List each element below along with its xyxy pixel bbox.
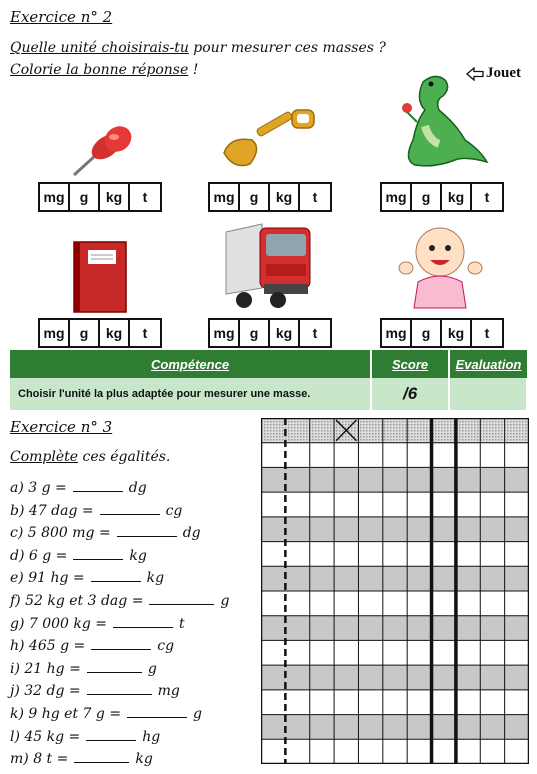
- exercise3-title: Exercice n° 3: [10, 418, 113, 436]
- unit-choices-2[interactable]: [208, 182, 332, 212]
- header-evaluation: Evaluation: [449, 350, 527, 378]
- equation-row: [10, 525, 201, 541]
- equation-unit: dg: [128, 480, 147, 496]
- competence-row: [10, 378, 527, 410]
- answer-blank[interactable]: [87, 683, 152, 695]
- competence-table: [10, 350, 528, 410]
- equation-left: c) 5 800 mg =: [10, 525, 111, 542]
- answer-blank[interactable]: [91, 638, 151, 650]
- equation-row: [10, 729, 160, 745]
- equation-left: j) 32 dg =: [10, 683, 81, 700]
- instruction3-underlined: Complète: [10, 449, 79, 465]
- unit-kg[interactable]: kg: [442, 184, 472, 210]
- answer-blank[interactable]: [86, 729, 136, 741]
- competence-header-row: [10, 350, 527, 378]
- grid-row: [261, 739, 529, 764]
- equation-left: m) 8 t =: [10, 751, 69, 768]
- unit-t[interactable]: t: [484, 189, 490, 205]
- toy-shovel-icon: [220, 108, 320, 177]
- equation-unit: hg: [142, 728, 161, 745]
- unit-g[interactable]: g: [70, 320, 100, 346]
- grid-row: [261, 517, 529, 542]
- equation-row: [10, 593, 229, 609]
- unit-kg[interactable]: kg: [100, 320, 130, 346]
- unit-t[interactable]: t: [142, 189, 148, 205]
- equation-unit: cg: [165, 502, 183, 519]
- equation-unit: kg: [146, 570, 165, 587]
- answer-blank[interactable]: [117, 525, 177, 537]
- equation-row: [10, 548, 147, 564]
- equation-left: k) 9 hg et 7 g =: [10, 706, 122, 722]
- equation-left: a) 3 g =: [10, 480, 67, 496]
- equation-left: f) 52 kg et 3 dag =: [10, 593, 144, 609]
- exercise2-instruction: [10, 62, 198, 78]
- instruction-rest: !: [188, 62, 199, 78]
- unit-choices-4[interactable]: [38, 318, 162, 348]
- grid-row: [261, 542, 529, 567]
- equation-unit: dg: [182, 525, 201, 542]
- answer-blank[interactable]: [87, 661, 142, 673]
- unit-kg[interactable]: kg: [442, 320, 472, 346]
- equation-unit: g: [220, 593, 230, 609]
- equation-row: [10, 503, 182, 519]
- answer-blank[interactable]: [91, 570, 141, 582]
- grid-row: [261, 591, 529, 616]
- answer-blank[interactable]: [73, 480, 123, 492]
- equation-unit: g: [147, 660, 157, 677]
- unit-choices-3[interactable]: [380, 182, 504, 212]
- grid-row: [261, 715, 529, 740]
- competence-evaluation[interactable]: [449, 378, 527, 410]
- truck-icon: [222, 222, 314, 314]
- unit-t[interactable]: t: [312, 325, 318, 341]
- unit-choices-1[interactable]: [38, 182, 162, 212]
- unit-mg[interactable]: mg: [40, 184, 70, 210]
- answer-blank[interactable]: [74, 751, 129, 763]
- dinosaur-icon: [395, 70, 490, 174]
- grid-row: [261, 467, 529, 492]
- equation-unit: kg: [135, 751, 153, 768]
- unit-g[interactable]: g: [240, 320, 270, 346]
- equation-unit: g: [193, 706, 203, 722]
- equation-unit: kg: [129, 547, 147, 564]
- instruction-underlined: Colorie la bonne réponse: [10, 62, 189, 78]
- equation-left: d) 6 g =: [10, 547, 68, 564]
- header-score: Score: [371, 350, 449, 378]
- equation-row: [10, 638, 174, 654]
- answer-blank[interactable]: [127, 706, 187, 718]
- unit-mg[interactable]: mg: [382, 184, 412, 210]
- competence-score: /6: [371, 378, 449, 410]
- notebook-icon: [72, 240, 130, 319]
- equation-left: h) 465 g =: [10, 638, 86, 655]
- thumbtack-icon: [66, 125, 136, 184]
- exercise3-instruction: [10, 449, 170, 465]
- grid-header-row: [261, 418, 529, 443]
- exercise2-question: [10, 40, 386, 56]
- unit-kg[interactable]: kg: [270, 320, 300, 346]
- equation-left: i) 21 hg =: [10, 660, 81, 677]
- grid-row: [261, 640, 529, 665]
- equation-unit: cg: [157, 638, 175, 655]
- competence-text: Choisir l'unité la plus adaptée pour mesurer une masse.: [10, 378, 371, 410]
- jouet-label: Jouet: [466, 65, 521, 82]
- equation-left: b) 47 dag =: [10, 502, 94, 519]
- exercise2-title: Exercice n° 2: [10, 8, 113, 26]
- answer-blank[interactable]: [113, 616, 173, 628]
- equation-left: g) 7 000 kg =: [10, 615, 108, 632]
- equation-row: [10, 480, 147, 496]
- equation-row: [10, 706, 202, 722]
- question-rest: pour mesurer ces masses ?: [188, 40, 386, 56]
- unit-choices-6[interactable]: [380, 318, 504, 348]
- unit-mg[interactable]: mg: [40, 320, 70, 346]
- unit-g[interactable]: g: [240, 184, 270, 210]
- conversion-grid[interactable]: [261, 418, 529, 764]
- equation-row: [10, 683, 180, 699]
- unit-g[interactable]: g: [412, 184, 442, 210]
- answer-blank[interactable]: [149, 593, 214, 605]
- unit-t[interactable]: t: [312, 189, 318, 205]
- header-competence: Compétence: [10, 350, 371, 378]
- unit-mg[interactable]: mg: [210, 184, 240, 210]
- equation-row: [10, 751, 153, 767]
- conversion-grid-drawing: [261, 418, 529, 764]
- equation-row: [10, 570, 164, 586]
- unit-g[interactable]: g: [412, 320, 442, 346]
- answer-blank[interactable]: [100, 503, 160, 515]
- unit-kg[interactable]: kg: [270, 184, 300, 210]
- equation-unit: t: [179, 615, 185, 632]
- unit-t[interactable]: t: [484, 325, 490, 341]
- question-underlined: Quelle unité choisirais-tu: [10, 40, 189, 56]
- unit-kg[interactable]: kg: [100, 184, 130, 210]
- grid-row: [261, 690, 529, 715]
- grid-row: [261, 665, 529, 690]
- grid-row: [261, 616, 529, 641]
- grid-row: [261, 566, 529, 591]
- baby-icon: [398, 222, 483, 316]
- unit-mg[interactable]: mg: [382, 320, 412, 346]
- equation-left: e) 91 hg =: [10, 570, 85, 587]
- unit-g[interactable]: g: [70, 184, 100, 210]
- equation-left: l) 45 kg =: [10, 728, 81, 745]
- equation-row: [10, 661, 157, 677]
- unit-choices-5[interactable]: [208, 318, 332, 348]
- answer-blank[interactable]: [73, 548, 123, 560]
- unit-mg[interactable]: mg: [210, 320, 240, 346]
- equation-unit: mg: [157, 683, 180, 700]
- grid-row: [261, 492, 529, 517]
- unit-t[interactable]: t: [142, 325, 148, 341]
- grid-row: [261, 443, 529, 468]
- equation-row: [10, 616, 185, 632]
- instruction3-rest: ces égalités.: [78, 449, 171, 465]
